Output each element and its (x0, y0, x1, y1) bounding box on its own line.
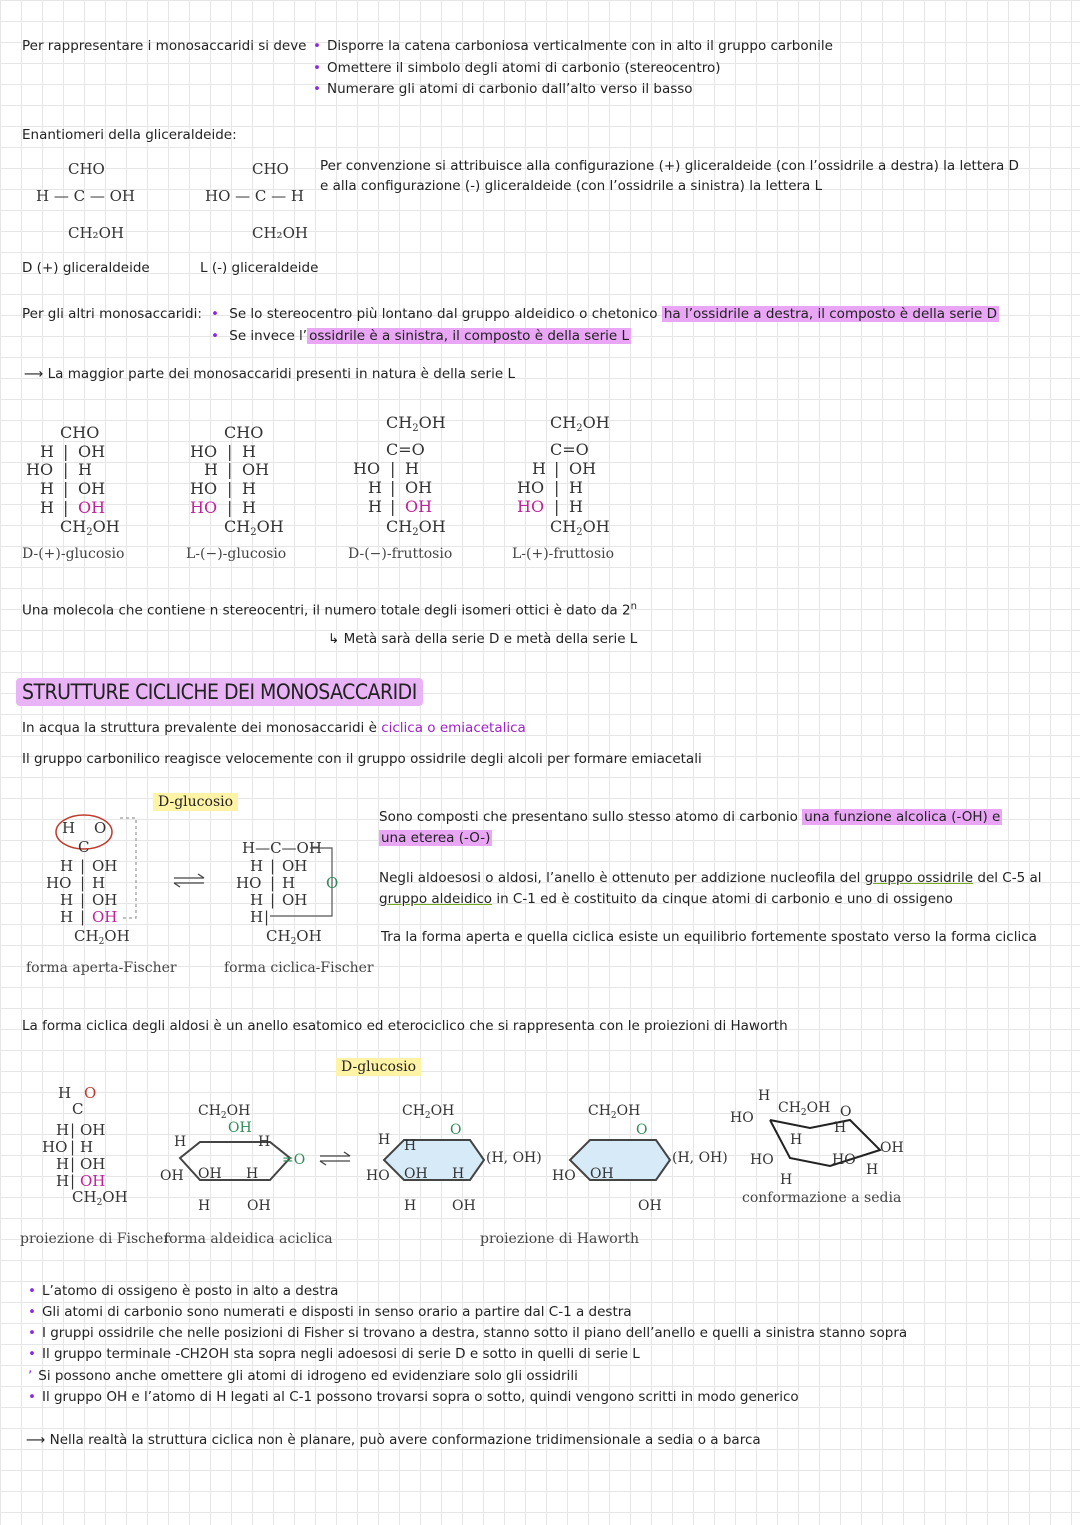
cyclic-p2-underline-2: gruppo aldeidico (379, 891, 493, 907)
svg-text:|: | (270, 891, 276, 909)
svg-text:OH: OH (452, 1198, 476, 1214)
svg-text:H: H (242, 498, 256, 517)
svg-text:C=O: C=O (550, 440, 589, 459)
svg-text:H: H (40, 442, 54, 461)
isomers-exponent: n (630, 601, 637, 612)
svg-text:HO: HO (353, 459, 381, 478)
svg-text:H: H (378, 1132, 391, 1148)
svg-text:H: H (368, 497, 382, 516)
series-note (24, 366, 515, 382)
svg-text:OH: OH (405, 478, 433, 497)
svg-text:H: H (258, 1134, 271, 1150)
svg-text:C: C (78, 838, 90, 856)
svg-text:H: H (282, 874, 296, 892)
cyclic-p1-text: Sono composti che presentano sullo stesso atomo di carbonio (379, 809, 798, 825)
open-form-caption: forma aperta-Fischer (26, 960, 177, 976)
d-glucose-label: D-(+)-glucosio (22, 546, 125, 562)
convention-line-2: e alla configurazione (-) gliceraldeide (con l’ossidrile a sinistra) la lettera L (320, 178, 823, 194)
svg-text:C: C (72, 1100, 84, 1118)
svg-text:|: | (80, 891, 86, 909)
svg-text:OH: OH (405, 497, 433, 516)
svg-text:HO: HO (750, 1152, 774, 1168)
svg-text:|: | (554, 497, 560, 516)
svg-text:|: | (70, 1155, 76, 1173)
svg-text:OH: OH (880, 1140, 904, 1156)
caption-acyclic: forma aldeidica aciclica (164, 1231, 333, 1247)
svg-text:CH2OH: CH2OH (386, 413, 446, 434)
svg-text:H: H (60, 908, 74, 926)
svg-text:HO: HO (190, 498, 218, 517)
series-rule-l (211, 328, 631, 344)
svg-text:H: H (56, 1155, 70, 1173)
haworth-projection-1 (366, 1103, 542, 1214)
svg-text:H: H (242, 442, 256, 461)
svg-text:H: H (758, 1088, 771, 1104)
svg-text:H: H (60, 891, 74, 909)
svg-text:H: H (92, 874, 106, 892)
cyclic-p2-line1 (379, 870, 1042, 886)
svg-text:OH: OH (638, 1198, 662, 1214)
svg-text:H: H (404, 1198, 417, 1214)
svg-text:|: | (63, 442, 69, 461)
svg-text:OH: OH (92, 857, 118, 875)
svg-text:H: H (780, 1172, 793, 1188)
intro-rule-3: • Numerare gli atomi di carbonio dall’alto verso il basso (313, 81, 693, 97)
svg-text:H: H (40, 498, 54, 517)
svg-text:H: H (80, 1138, 94, 1156)
svg-text:C=O: C=O (386, 440, 425, 459)
cyclic-line-2: Il gruppo carbonilico reagisce velocemente con il gruppo ossidrile degli alcoli per formare emiacetali (22, 751, 702, 767)
svg-text:OH: OH (160, 1168, 184, 1184)
svg-text:CH2OH: $CH_2OH$ (588, 1103, 641, 1121)
svg-text:H: H (569, 497, 583, 516)
caption-fischer: proiezione di Fischer (20, 1231, 170, 1247)
svg-text:OH: OH (92, 908, 118, 926)
d-center-row: H — C — OH (36, 187, 136, 205)
open-closed-fischer (24, 810, 364, 950)
svg-text:H: H (58, 1084, 72, 1102)
svg-text:|: | (390, 497, 396, 516)
svg-text:|: | (80, 874, 86, 892)
series-rule-d (211, 306, 999, 322)
cyclic-p1-cont (379, 830, 492, 846)
svg-text:O: O (84, 1084, 97, 1102)
svg-text:HO: HO (236, 874, 262, 892)
svg-text:|: | (554, 459, 560, 478)
svg-text:OH: OH (282, 857, 308, 875)
svg-text:H: H (174, 1134, 187, 1150)
svg-text:HO: HO (366, 1168, 390, 1184)
svg-text:|: | (63, 479, 69, 498)
svg-text:CH2OH: $CH_2OH$ (198, 1103, 251, 1121)
caption-haworth: proiezione di Haworth (480, 1231, 640, 1247)
svg-text:HO: HO (552, 1168, 576, 1184)
subpoint-hook-icon: ʼ (28, 1368, 33, 1384)
svg-text:HO: HO (46, 874, 72, 892)
final-arrow-icon: ⟶ (26, 1432, 46, 1448)
svg-text:OH: OH (78, 498, 106, 517)
svg-text:OH: OH (78, 442, 106, 461)
d-glucose-tag: D-glucosio (153, 793, 238, 811)
intro-rule-1: • Disporre la catena carboniosa verticalmente con in alto il gruppo carbonile (313, 38, 833, 54)
isomers-sub-text: Metà sarà della serie D e metà della serie L (343, 631, 638, 647)
svg-text:|: | (70, 1121, 76, 1139)
svg-text:O: O (636, 1122, 648, 1138)
svg-text:OH: OH (404, 1166, 428, 1182)
series-rule-l-highlight: ossidrile è a sinistra, il composto è della serie L (309, 328, 630, 344)
svg-text:OH: OH (282, 891, 308, 909)
svg-text:CH2OH: $CH_2OH$ (778, 1100, 831, 1118)
svg-text:HO: HO (26, 460, 54, 479)
svg-text:CH2OH: CH2OH (550, 517, 610, 538)
svg-text:H: H (368, 478, 382, 497)
svg-text:H: H (250, 857, 264, 875)
intro-rule-2: • Omettere il simbolo degli atomi di carbonio (stereocentro) (313, 60, 721, 76)
open-form-fischer (46, 815, 136, 947)
l-cho: CHO (252, 160, 289, 178)
svg-text:OH: OH (228, 1120, 252, 1136)
svg-text:OH: OH (590, 1166, 614, 1182)
svg-text:|: | (70, 1138, 76, 1156)
svg-text:|: | (80, 857, 86, 875)
svg-text:H: H (250, 908, 264, 926)
svg-text:H: H (404, 1138, 417, 1154)
svg-text:OH: OH (198, 1166, 222, 1182)
section-title-text: STRUTTURE CICLICHE DEI MONOSACCARIDI (16, 678, 423, 706)
svg-text:HO: HO (190, 479, 218, 498)
svg-text:OH: OH (569, 459, 597, 478)
section-title (16, 680, 423, 704)
cyclic-p2-text-3: in C-1 ed è costituito da cinque atomi di carbonio e uno di ossigeno (496, 891, 953, 907)
svg-text:H: H (78, 460, 92, 479)
svg-text:H: H (866, 1162, 879, 1178)
svg-text:H: H (204, 460, 218, 479)
svg-text:O: O (94, 819, 107, 837)
note-6: • Il gruppo OH e l’atomo di H legati al C-1 possono trovarsi sopra o sotto, quindi vengono scritti in modo generico (28, 1389, 799, 1405)
svg-text:H: H (56, 1172, 70, 1190)
svg-text:H: H (40, 479, 54, 498)
note-5-text: Si possono anche omettere gli atomi di idrogeno ed evidenziare solo gli ossidrili (38, 1368, 578, 1384)
svg-text:H: H (242, 479, 256, 498)
d-cho: CHO (68, 160, 105, 178)
svg-text:CH2OH: CH2OH (386, 517, 446, 538)
svg-text:HO: HO (730, 1110, 754, 1126)
svg-text:CH2OH: CH2OH (224, 517, 284, 538)
note-3: • I gruppi ossidrile che nelle posizioni di Fisher si trovano a destra, stanno sotto il piano dell’anello e quelli a sinistra stanno sopra (28, 1325, 907, 1341)
isomers-text: Una molecola che contiene n stereocentri, il numero totale degli isomeri ottici è dato da 2 (22, 602, 631, 619)
chair-conformation (730, 1088, 904, 1188)
svg-text:|: | (63, 498, 69, 517)
svg-text:|: | (390, 478, 396, 497)
svg-text:|: | (227, 460, 233, 479)
svg-text:|: | (554, 478, 560, 497)
svg-text:HO: HO (517, 497, 545, 516)
cyclic-p2-line2 (379, 891, 953, 907)
svg-text:OH: OH (242, 460, 270, 479)
svg-text:OH: OH (92, 891, 118, 909)
svg-text:HO: HO (42, 1138, 68, 1156)
acyclic-aldehyde-form (160, 1103, 305, 1214)
svg-text:H: H (56, 1121, 70, 1139)
convention-line-1: Per convenzione si attribuisce alla configurazione (+) gliceraldeide (con l’ossidrile a destra) la lettera D (320, 158, 1019, 174)
svg-text:O: O (450, 1122, 462, 1138)
svg-text:H: H (452, 1166, 465, 1182)
closed-form-fischer (236, 839, 338, 947)
l-center-row: HO — C — H (205, 187, 305, 205)
final-note (26, 1432, 761, 1448)
svg-text:OH: OH (80, 1121, 106, 1139)
svg-text:O: O (840, 1104, 852, 1120)
svg-text:CHO: CHO (60, 423, 100, 442)
svg-text:H: H (405, 459, 419, 478)
svg-text:|: | (270, 874, 276, 892)
svg-text:|: | (80, 908, 86, 926)
l-fructose-fischer (517, 413, 610, 538)
cyclic-p2-text-1: Negli aldoesosi o aldosi, l’anello è ottenuto per addizione nucleofila del (379, 870, 861, 886)
cyclic-line-1-emphasis: ciclica o emiacetalica (381, 720, 526, 736)
svg-text:CH2OH: CH2OH (60, 517, 120, 538)
svg-text:O: O (326, 874, 339, 892)
series-note-text: La maggior parte dei monosaccaridi presenti in natura è della serie L (47, 366, 515, 382)
svg-text:H: H (834, 1120, 847, 1136)
svg-text:=O: =O (282, 1152, 306, 1168)
cyclic-p1 (379, 809, 1002, 825)
cyclic-p2-underline-1: gruppo ossidrile (864, 870, 974, 886)
series-rule-l-text: Se invece l’ (229, 328, 308, 344)
glyceraldehyde-heading: Enantiomeri della gliceraldeide: (22, 127, 237, 143)
d-fructose-fischer (353, 413, 446, 538)
svg-text:OH: OH (80, 1155, 106, 1173)
d-fructose-label: D-(−)-fruttosio (348, 546, 453, 562)
svg-text:|: | (63, 460, 69, 479)
isomers-line (22, 601, 637, 619)
svg-text:CH2OH: CH2OH (550, 413, 610, 434)
svg-text:|: | (390, 459, 396, 478)
cyclic-p3: Tra la forma aperta e quella ciclica esiste un equilibrio fortemente spostato verso la forma ciclica (381, 929, 1037, 945)
d-glucose-fischer (26, 423, 120, 538)
l-glucose-label: L-(−)-glucosio (186, 546, 287, 562)
cyclic-line-1-text: In acqua la struttura prevalente dei monosaccaridi è (22, 720, 377, 736)
svg-text:|: | (270, 857, 276, 875)
d-ch2oh: CH₂OH (68, 224, 124, 242)
svg-text:CH2OH: $CH_2OH$ (74, 927, 130, 947)
series-rule-d-text: Se lo stereocentro più lontano dal gruppo aldeidico o chetonico (229, 306, 658, 322)
cyclic-p1-highlight-1: una funzione alcolica (-OH) e (804, 809, 1001, 825)
svg-text:CHO: CHO (224, 423, 264, 442)
note-1: • L’atomo di ossigeno è posto in alto a destra (28, 1283, 338, 1299)
haworth-hoh-2: (H, OH) (672, 1150, 728, 1166)
svg-text:|: | (227, 498, 233, 517)
svg-text:H: H (532, 459, 546, 478)
d-glyceraldehyde-label: D (+) gliceraldeide (22, 260, 150, 276)
final-note-text: Nella realtà la struttura ciclica non è planare, può avere conformazione tridimensionale a sedia o a barca (49, 1432, 761, 1448)
series-lead: Per gli altri monosaccaridi: (22, 306, 202, 322)
svg-text:|: | (70, 1172, 76, 1190)
svg-text:|: | (264, 908, 270, 926)
haworth-fischer (42, 1084, 128, 1208)
svg-text:|: | (227, 442, 233, 461)
l-fructose-label: L-(+)-fruttosio (512, 546, 615, 562)
svg-text:CH2OH: $CH_2OH$ (266, 927, 322, 947)
svg-text:H—C—OH: H—C—OH (242, 839, 322, 857)
svg-text:HO: HO (832, 1152, 856, 1168)
intro-lead: Per rappresentare i monosaccaridi si deve (22, 38, 307, 54)
equilibrium-arrow-icon (174, 874, 204, 887)
svg-text:HO: HO (190, 442, 218, 461)
svg-text:H: H (198, 1198, 211, 1214)
svg-text:CH2OH: $CH_2OH$ (402, 1103, 455, 1121)
series-rule-d-highlight: ha l’ossidrile a destra, il composto è della serie D (663, 306, 997, 322)
note-4: • Il gruppo terminale -CH2OH sta sopra negli adoesosi di serie D e sotto in quelli di serie L (28, 1346, 640, 1362)
arrow-icon: ⟶ (24, 366, 44, 382)
svg-text:HO: HO (517, 478, 545, 497)
svg-text:H: H (60, 857, 74, 875)
haworth-projection-2 (552, 1103, 728, 1214)
haworth-hoh-1: (H, OH) (486, 1150, 542, 1166)
isomers-sub (328, 631, 637, 647)
svg-text:OH: OH (247, 1198, 271, 1214)
svg-text:H: H (62, 819, 76, 837)
svg-text:OH: OH (78, 479, 106, 498)
haworth-tag: D-glucosio (336, 1058, 421, 1076)
svg-text:H: H (246, 1166, 259, 1182)
l-glyceraldehyde-label: L (-) gliceraldeide (200, 260, 319, 276)
caption-chair: conformazione a sedia (742, 1190, 902, 1206)
haworth-equilibrium-arrow-icon (320, 1152, 350, 1165)
cyclic-p2-text-2: del C-5 al (977, 870, 1042, 886)
note-5 (28, 1368, 578, 1384)
l-glucose-fischer (190, 423, 284, 538)
svg-text:H: H (569, 478, 583, 497)
hook-arrow-icon: ↳ (328, 631, 340, 647)
cyclic-line-1 (22, 720, 526, 736)
svg-text:H: H (250, 891, 264, 909)
svg-text:OH: OH (80, 1172, 106, 1190)
haworth-intro: La forma ciclica degli aldosi è un anello esatomico ed eterociclico che si rappresenta con le proiezioni di Haworth (22, 1018, 788, 1034)
svg-text:CH2OH: $CH_2OH$ (72, 1188, 128, 1208)
cyclic-p1-highlight-2: una eterea (-O-) (381, 830, 491, 846)
svg-text:H: H (790, 1132, 803, 1148)
closed-form-caption: forma ciclica-Fischer (224, 960, 374, 976)
l-ch2oh: CH₂OH (252, 224, 308, 242)
note-2: • Gli atomi di carbonio sono numerati e disposti in senso orario a partire dal C-1 a destra (28, 1304, 632, 1320)
svg-text:|: | (227, 479, 233, 498)
